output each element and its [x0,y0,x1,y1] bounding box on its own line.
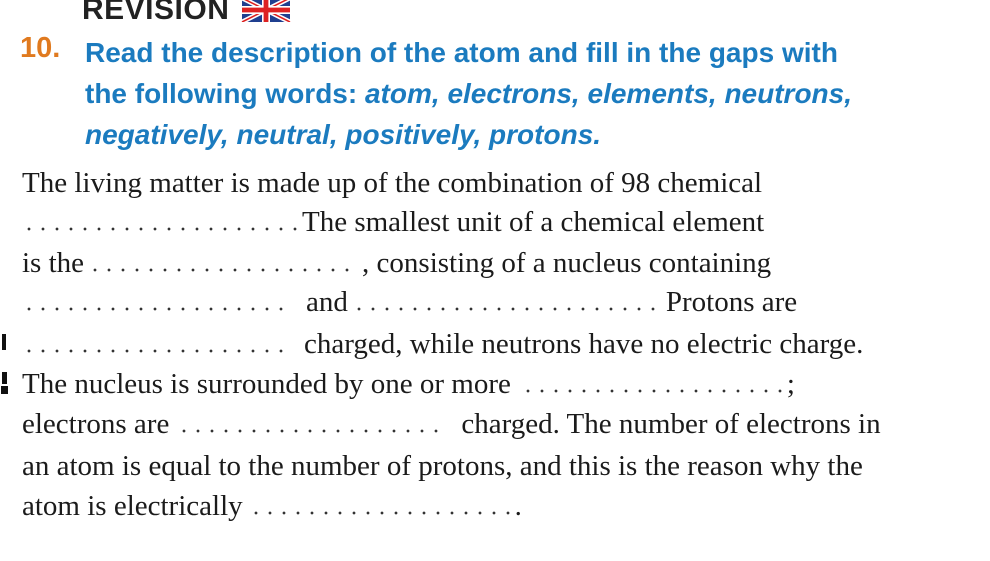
passage-text: ; [786,368,795,400]
word-bank-part-1: atom, electrons, elements, neutrons, [364,78,853,109]
passage-line-9 [22,486,522,526]
passage-text: Protons are [665,286,798,318]
passage-text: . [514,490,522,522]
instruction-line-1: Read the description of the atom and fill in the gaps with [85,37,838,68]
passage-text: , consisting of a nucleus containing [362,247,772,279]
passage-text: The nucleus is surrounded by one or more [22,368,511,400]
revision-title: REVISION [82,0,230,26]
passage-text: The living matter is made up of the combination of 98 chemical [22,167,763,199]
revision-header [82,0,291,26]
exercise-instruction [85,32,975,155]
word-bank-part-2: negatively, neutral, positively, protons. [85,119,602,150]
margin-mark [2,372,7,384]
blank-gap-3[interactable] [22,291,292,311]
passage-text: is the [22,247,85,279]
blank-gap-7[interactable] [177,413,447,433]
passage-line-1 [22,163,762,203]
blank-gap-5[interactable] [22,333,292,353]
blank-gap-2[interactable] [88,252,358,272]
instruction-prefix: the following words: [85,78,365,109]
passage-text: atom is electrically [22,490,243,522]
passage-text: charged, while neutrons have no electric charge. [304,328,864,360]
margin-mark [2,334,6,350]
passage-line-8 [22,446,863,486]
instruction-line-2 [85,73,975,114]
exercise-number: 10. [20,32,61,64]
passage-line-5 [22,324,863,364]
uk-flag-icon [241,0,291,22]
passage-text: an atom is equal to the number of protons, and this is the reason why the [22,450,863,482]
passage-text: charged. The number of electrons in [461,408,881,440]
blank-gap-4[interactable] [352,291,662,311]
blank-gap-1[interactable] [22,211,298,231]
passage-text: The smallest unit of a chemical element [302,206,765,238]
passage-line-6 [22,364,795,404]
blank-gap-6[interactable] [521,373,783,393]
passage-line-3 [22,243,771,283]
passage-line-7 [22,404,881,444]
passage-line-4 [22,282,797,322]
passage-text: electrons are [22,408,170,440]
passage-line-2 [22,202,764,242]
passage-text: and [306,286,348,318]
margin-mark [1,386,8,394]
blank-gap-8[interactable] [249,495,511,515]
